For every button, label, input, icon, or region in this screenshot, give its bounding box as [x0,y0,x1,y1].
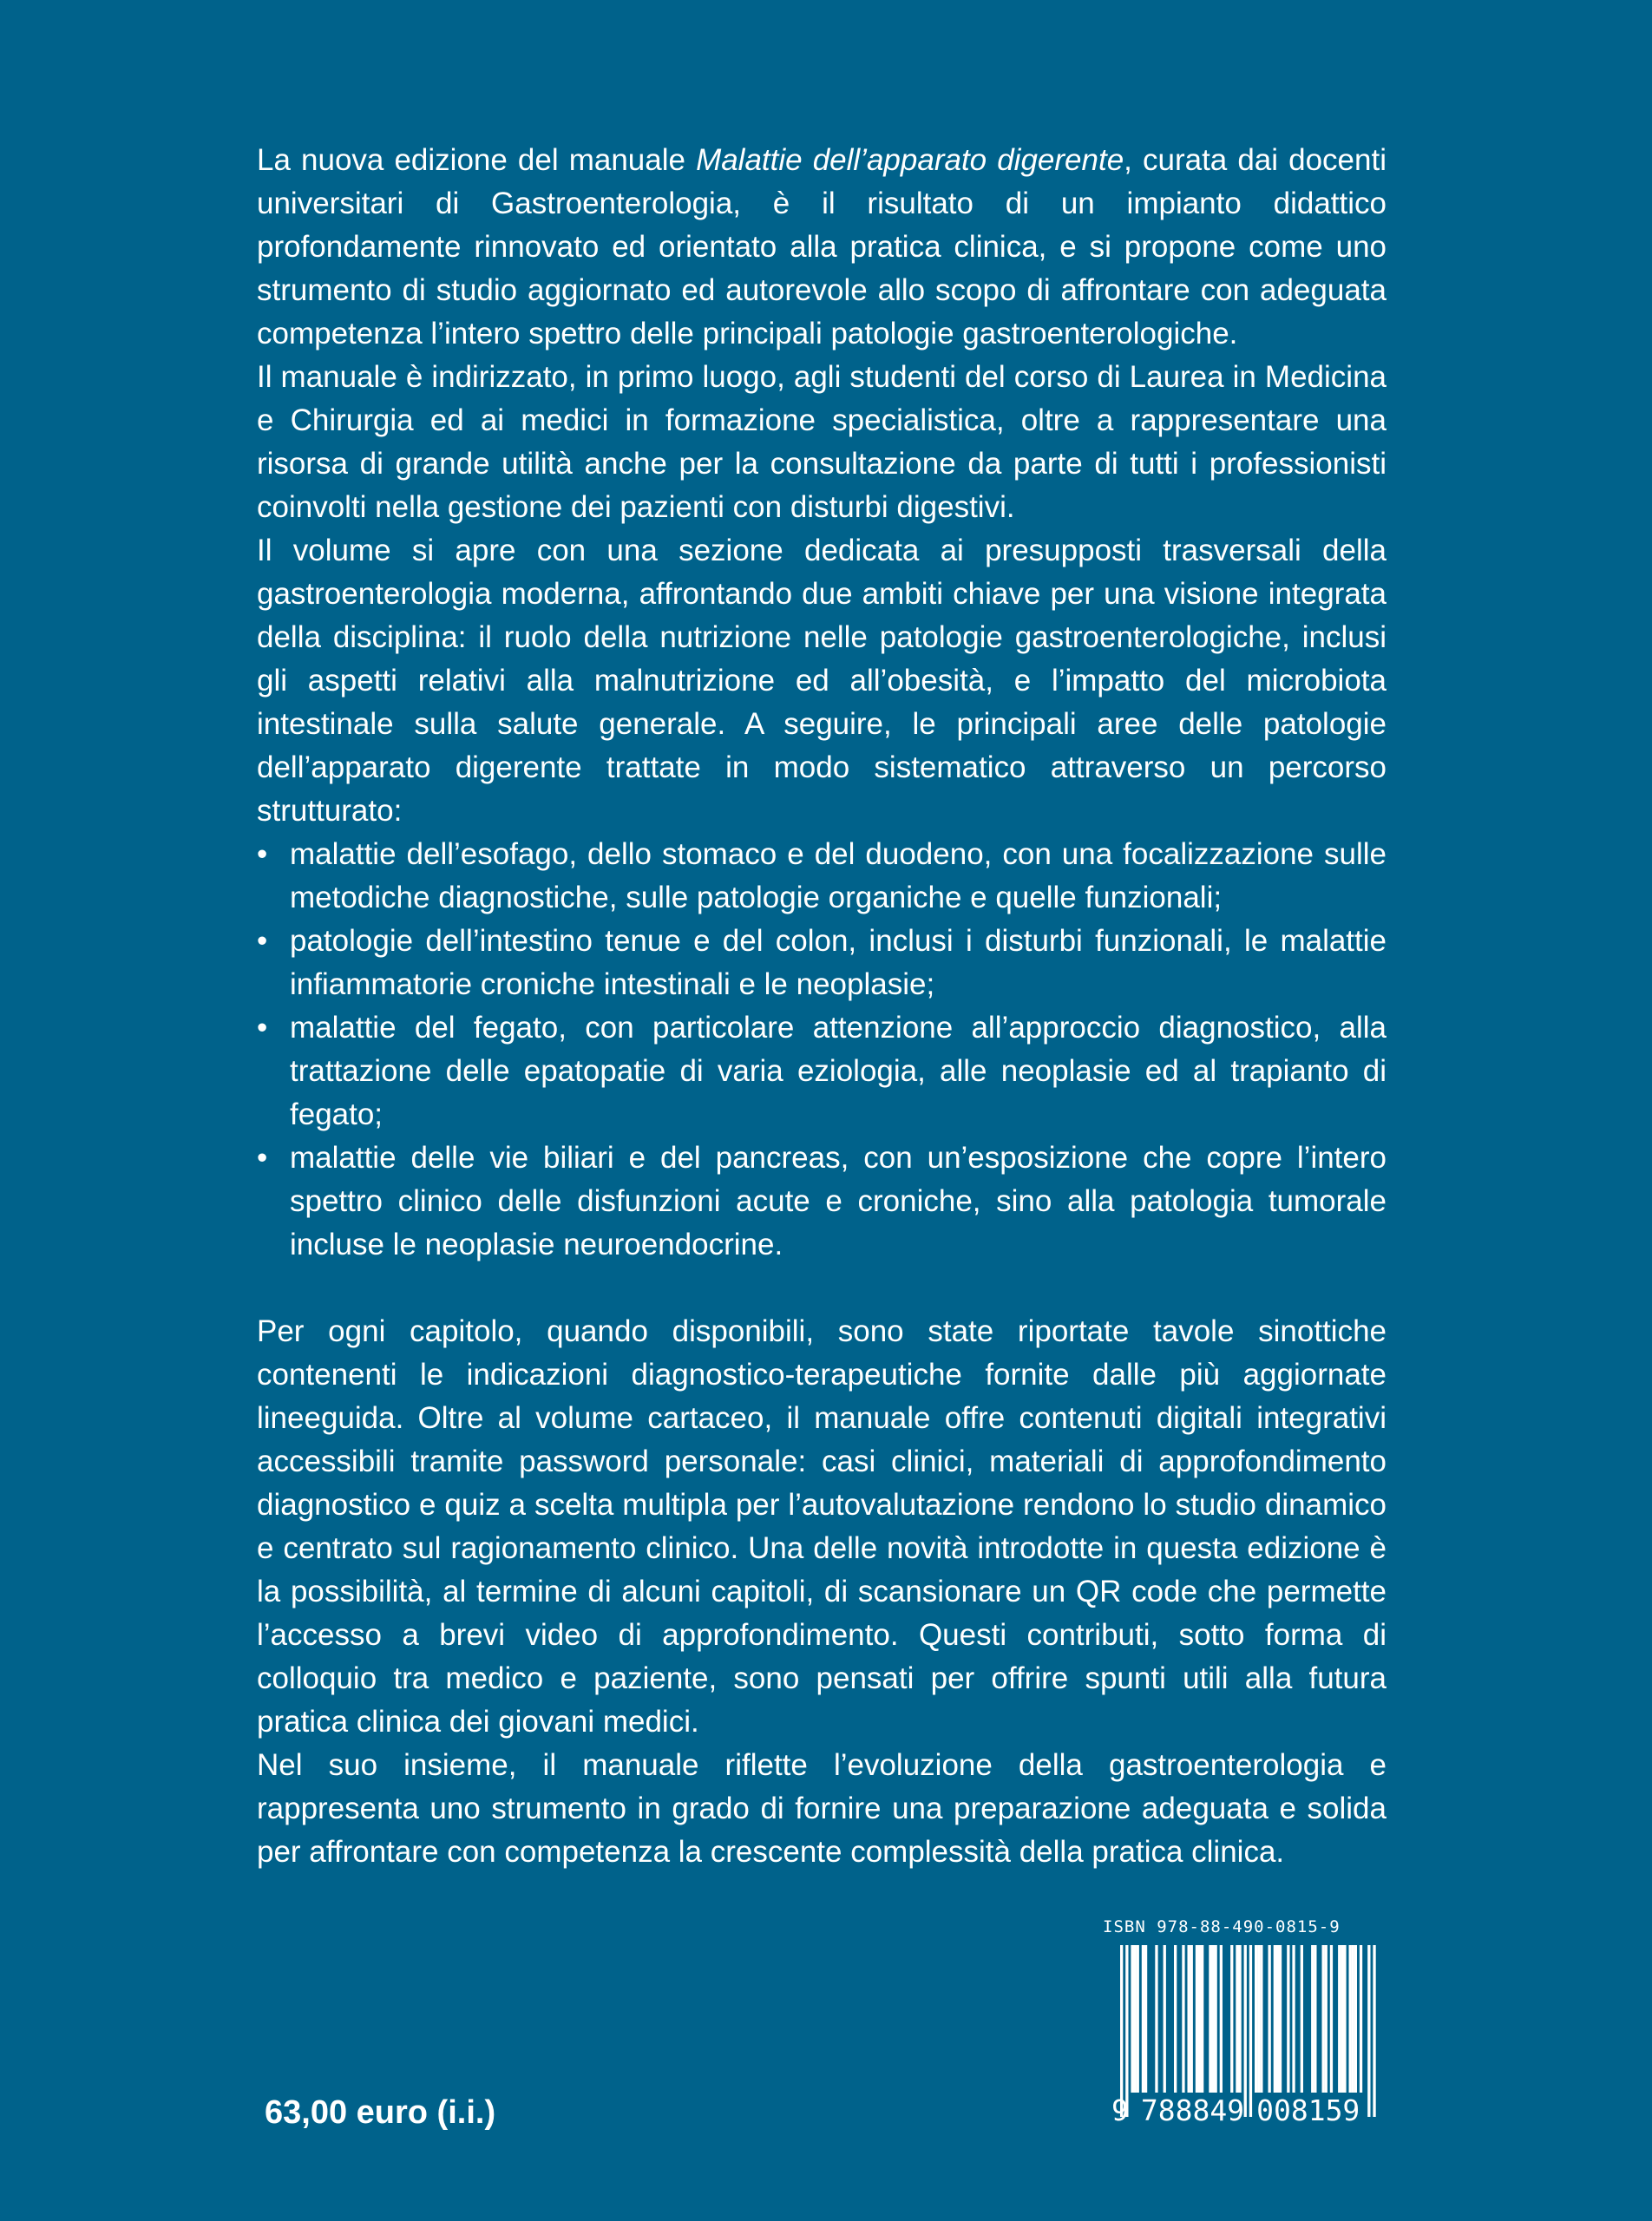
barcode-guard-bar [1244,1945,1247,2117]
barcode-bar [1190,1945,1193,2093]
bullet-icon: • [257,1011,268,1045]
audience-paragraph: Il manuale è indirizzato, in primo luogo, agli studenti del corso di Laurea in Medicina e Chirurgia ed ai medici in formazione specialistica, oltre a rappresentare una risorsa di grande utilità anche per la consultazione da parte di tutti i professionisti coinvolti nella gestione dei pazienti con disturbi digestivi. [257,360,1386,524]
barcode-bar [1260,1945,1262,2093]
barcode-bar [1188,1945,1190,2093]
bullet-icon: • [257,1141,268,1175]
barcode-guard-bar [1249,1945,1252,2117]
bullet-icon: • [257,924,268,958]
back-cover-blurb [257,139,1386,1874]
price-label: 63,00 euro (i.i.) [265,2094,496,2131]
barcode-bar [1354,1945,1357,2093]
list-item [257,1137,1386,1267]
barcode-bar [1230,1945,1233,2093]
barcode-bar [1238,1945,1241,2093]
barcode-bar [1343,1945,1346,2093]
barcode-guard-bar [1120,1945,1123,2117]
barcode-bar [1142,1945,1144,2093]
barcode-bar [1311,1945,1314,2093]
barcode-bar [1330,1945,1333,2093]
barcode-bar [1287,1945,1289,2093]
barcode-guard-bar [1373,1945,1375,2117]
barcode-bar [1301,1945,1303,2093]
book-title: Malattie dell’apparato digerente [696,143,1124,177]
intro-text-start: La nuova edizione del manuale [257,143,697,177]
barcode-bar [1268,1945,1271,2093]
list-item-text: malattie del fegato, con particolare attenzione all’approccio diagnostico, alla trattazione delle epatopatie di varia eziologia, alle neoplasie ed al trapianto di fegato; [290,1011,1386,1131]
intro-text-end: , curata dai docenti universitari di Gastroenterologia, è il risultato di un impianto didattico profondamente rinnovato ed orientato alla pratica clinica, e si propone come uno strumento di studio aggiornato ed autorevole allo scopo di affrontare con adeguata competenza l’intero spettro delle principali patologie gastroenterologiche. [257,143,1386,351]
barcode-bar [1292,1945,1295,2093]
barcode-guard-bar [1125,1945,1128,2117]
isbn-barcode-block [1098,1917,1393,2134]
barcode-bar [1352,1945,1354,2093]
list-item-text: malattie dell’esofago, dello stomaco e del duodeno, con una focalizzazione sulle metodiche diagnostiche, sulle patologie organiche e quelle funzionali; [290,837,1386,914]
barcode-bar [1236,1945,1238,2093]
barcode-bar [1196,1945,1198,2093]
bullet-icon: • [257,837,268,871]
barcode-bar [1209,1945,1211,2093]
barcode-bar [1182,1945,1184,2093]
intro-paragraph [257,139,1386,356]
barcode-bar [1155,1945,1157,2093]
barcode-bar [1131,1945,1133,2093]
barcode-bar [1144,1945,1147,2093]
list-item [257,1006,1386,1137]
barcode-bar [1274,1945,1276,2093]
barcode-bar [1314,1945,1316,2093]
barcode-guard-bar [1367,1945,1370,2117]
barcode-bar [1137,1945,1139,2093]
list-item-text: malattie delle vie biliari e del pancreas, con un’esposizione che copre l’intero spettro clinico delle disfunzioni acute e croniche, sino alla patologia tumorale incluse le neoplasie neuroendocrine. [290,1141,1386,1261]
ean-right-digits: 008159 [1256,2093,1360,2127]
barcode-bar [1360,1945,1362,2093]
barcode-bar [1134,1945,1137,2093]
barcode-bar [1257,1945,1260,2093]
topics-list [257,833,1386,1267]
ean-digits [1111,2093,1360,2128]
ean-left-digits: 788849 [1140,2093,1245,2127]
barcode-bar [1338,1945,1341,2093]
barcode-bar [1279,1945,1282,2093]
barcode-bar [1322,1945,1325,2093]
contents-paragraph: Il volume si apre con una sezione dedicata ai presupposti trasversali della gastroenterologia moderna, affrontando due ambiti chiave per una visione integrata della disciplina: il ruolo della nutrizione nelle patologie gastroenterologiche, inclusi gli aspetti relativi alla malnutrizione ed all’obesità, e l’impatto del microbiota intestinale sulla salute generale. A seguire, le principali aree delle patologie dell’apparato digerente trattate in modo sistematico attraverso un percorso strutturato: [257,534,1386,828]
barcode-bar [1325,1945,1328,2093]
barcode-bar [1174,1945,1177,2093]
barcode-bar [1255,1945,1257,2093]
barcode-bar [1349,1945,1352,2093]
list-item-text: patologie dell’intestino tenue e del colon, inclusi i disturbi funzionali, le malattie infiammatorie croniche intestinali e le neoplasie; [290,924,1386,1001]
list-item [257,920,1386,1006]
barcode-bar [1220,1945,1223,2093]
ean-first-digit: 9 [1111,2093,1129,2127]
barcode-bar [1276,1945,1279,2093]
list-item [257,833,1386,920]
conclusion-paragraph: Nel suo insieme, il manuale riflette l’evoluzione della gastroenterologia e rappresenta uno strumento in grado di fornire una preparazione adeguata e solida per affrontare con competenza la crescente complessità della pratica clinica. [257,1748,1386,1869]
barcode-bar [1211,1945,1214,2093]
barcode-bar [1215,1945,1217,2093]
digital-content-paragraph: Per ogni capitolo, quando disponibili, sono state riportate tavole sinottiche contenenti le indicazioni diagnostico-terapeutiche fornite dalle più aggiornate lineeguida. Oltre al volume cartaceo, il manuale offre contenuti digitali integrativi accessibili tramite password personale: casi clinici, materiali di approfondimento diagnostico e quiz a scelta multipla per l’autovalutazione rendono lo studio dinamico e centrato sul ragionamento clinico. Una delle novità introdotte in questa edizione è la possibilità, al termine di alcuni capitoli, di scansionare un QR code che permette l’accesso a brevi video di approfondimento. Questi contributi, sotto forma di colloquio tra medico e paziente, sono pensati per offrire spunti utili alla futura pratica clinica dei giovani medici. [257,1314,1386,1739]
barcode-bar [1198,1945,1201,2093]
isbn-label: ISBN 978-88-490-0815-9 [1103,1917,1341,1936]
barcode-bar [1341,1945,1343,2093]
barcode-bar [1164,1945,1166,2093]
barcode-bar [1201,1945,1203,2093]
